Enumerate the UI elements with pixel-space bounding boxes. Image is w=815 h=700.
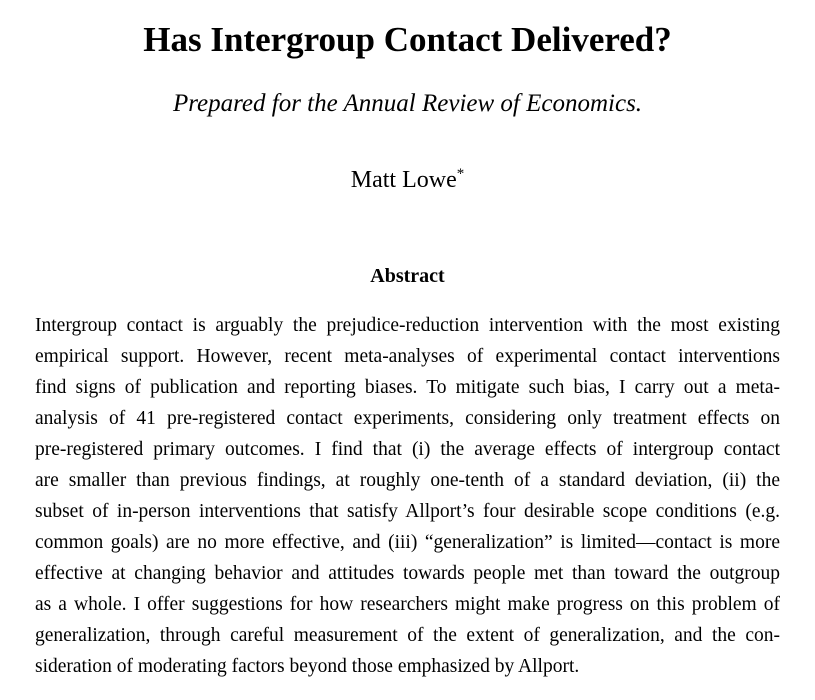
author-name: Matt Lowe (350, 167, 457, 193)
abstract-line: as a whole. I offer suggestions for how researchers might make progress on this problem of (35, 594, 780, 615)
paper-title: Has Intergroup Contact Delivered? (143, 20, 672, 59)
abstract-heading: Abstract (370, 265, 445, 287)
abstract-line: find signs of publication and reporting biases. To mitigate such bias, I carry out a meta- (35, 377, 780, 398)
abstract-line: subset of in-person interventions that satisfy Allport’s four desirable scope conditions (e.g. (35, 501, 780, 522)
abstract-line: effective at changing behavior and attitudes towards people met than toward the outgroup (35, 563, 780, 584)
abstract-line: empirical support. However, recent meta-analyses of experimental contact interventions (35, 346, 780, 367)
abstract-line: common goals) are no more effective, and (iii) “generalization” is limited—contact is more (35, 532, 780, 553)
abstract-line: analysis of 41 pre-registered contact experiments, considering only treatment effects on (35, 408, 780, 429)
abstract-line: pre-registered primary outcomes. I find that (i) the average effects of intergroup contact (35, 439, 780, 460)
abstract-line: sideration of moderating factors beyond those emphasized by Allport. (35, 656, 580, 677)
author-line (0, 164, 815, 196)
abstract-body (35, 310, 780, 682)
author-footnote-mark: * (456, 166, 465, 182)
abstract-line: generalization, through careful measurement of the extent of generalization, and the con- (35, 625, 780, 646)
abstract-line: are smaller than previous findings, at roughly one-tenth of a standard deviation, (ii) the (35, 470, 780, 491)
abstract-line: Intergroup contact is arguably the prejudice-reduction intervention with the most existing (35, 315, 780, 336)
paper-subtitle: Prepared for the Annual Review of Economics. (172, 90, 643, 117)
